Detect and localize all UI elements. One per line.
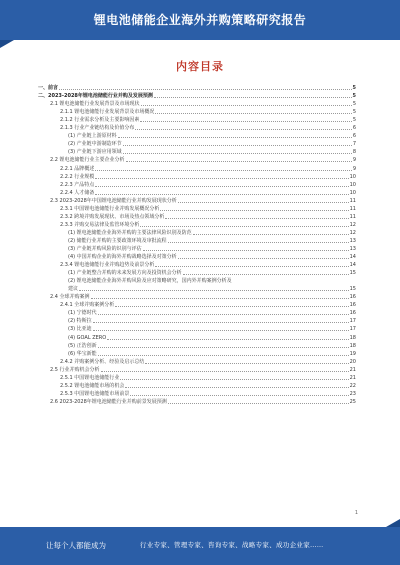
toc-entry-title: 2.3.2 跨境并购发展现状、市场及热点领域分析 [60,213,165,220]
toc-entry-title: 2.4.2 并购案例分析、经验及启示总结 [60,358,145,365]
toc-entry-page: 9 [352,165,356,172]
toc-entry[interactable] [38,140,356,148]
toc-entry[interactable] [38,164,356,172]
toc-entry-page: 25 [349,398,356,405]
toc-dot-leader [95,170,352,171]
toc-entry-page: 13 [349,237,356,244]
toc-entry-title: 一、前言 [38,85,59,92]
toc-entry[interactable] [38,390,356,398]
toc-entry-title: 2.3.1 中国锂电池储能行业并购发展概况分析 [60,205,160,212]
toc-entry[interactable] [38,382,356,390]
toc-entry-title: 2.4.1 全球并购案例分析 [60,302,115,309]
toc-dot-leader [98,347,349,348]
toc-entry-title: (6) 华宝新能 [68,350,97,357]
toc-entry-title: (1) 宁德时代 [68,310,97,317]
footer-corner-decoration [386,519,400,527]
toc-dot-leader [140,226,348,227]
toc-dot-leader [123,145,352,146]
toc-dot-leader [141,105,352,106]
toc-entry-page: 10 [349,189,356,196]
toc-dot-leader [95,194,348,195]
toc-entry-title: 2.1.2 行业需求分析及主要影响因素 [60,117,140,124]
toc-entry-title: (2) 锂电池储能企业海外并购风险及应对策略研究，国内外并购案例分析及 [68,278,232,285]
toc-entry-title: 2.1.3 行业产业链结构及价值分布 [60,125,135,132]
toc-entry[interactable] [38,293,356,301]
toc-entry-page: 5 [352,93,356,100]
toc-entry[interactable] [38,309,356,317]
toc-entry-page: 23 [349,390,356,397]
toc-entry-page: 5 [352,109,356,116]
toc-entry-title: 2.4 全球并购案例 [50,294,90,301]
toc-dot-leader [101,371,349,372]
toc-entry[interactable] [38,398,356,406]
toc-entry[interactable] [38,124,356,132]
toc-dot-leader [140,121,351,122]
toc-entry[interactable] [38,245,356,253]
toc-entry[interactable] [38,205,356,213]
toc-entry-title: (1) 产业链上游原材料 [68,133,117,140]
toc-entry-title: (2) 储能行业并购的主要政策环境及审批流程 [68,237,167,244]
toc-dot-leader [155,266,348,267]
toc-entry[interactable] [38,132,356,140]
toc-dot-leader [178,258,349,259]
toc-entry-page: 6 [352,133,356,140]
toc-dot-leader [126,161,352,162]
toc-entry-page: 18 [349,334,356,341]
toc-entry-page: 22 [349,382,356,389]
toc-dot-leader [183,274,349,275]
toc-entry[interactable] [38,173,356,181]
toc-entry[interactable] [38,325,356,333]
toc-dot-leader [193,234,349,235]
toc-entry[interactable] [38,100,356,108]
toc-dot-leader [130,395,348,396]
toc-entry-page: 5 [352,85,356,92]
toc-entry-page: 5 [352,117,356,124]
toc-entry-page: 16 [349,302,356,309]
toc-entry-page: 15 [349,286,356,293]
toc-entry-title: 建议 [68,286,79,293]
toc-entry-page: 15 [349,270,356,277]
toc-entry-title: (2) 特斯拉 [68,318,92,325]
toc-entry-page: 17 [349,318,356,325]
toc-entry[interactable] [38,374,356,382]
toc-dot-leader [79,290,349,291]
toc-entry-title: 2.2.3 产品特点 [60,181,95,188]
toc-entry[interactable] [38,108,356,116]
toc-entry-page: 5 [352,101,356,108]
toc-entry-page: 13 [349,245,356,252]
toc-entry[interactable] [38,253,356,261]
toc-entry-page: 8 [352,149,356,156]
toc-entry-title: (4) 中国并购企业的海外并购战略选择及对策分析 [68,254,177,261]
toc-entry-title: 2.3.4 锂电池储能行业并购趋势及前景分析 [60,262,155,269]
toc-dot-leader [120,379,348,380]
report-header [0,0,400,40]
toc-entry-page: 21 [349,366,356,373]
footer-roles: 行业专家、管理专家、咨询专家、战略专家、成功企业家…… [140,541,324,549]
toc-dot-leader [98,314,349,315]
table-of-contents [38,84,356,406]
toc-entry[interactable] [38,358,356,366]
toc-entry-title: (3) 产业链下游应用领域 [68,149,122,156]
toc-entry-title: 2.3 2023-2028年中国锂电池储能行业并购发展现状分析 [50,197,177,204]
toc-entry-page: 10 [349,173,356,180]
toc-dot-leader [95,178,348,179]
toc-entry[interactable] [38,237,356,245]
toc-entry-page: 6 [352,125,356,132]
toc-entry-page: 20 [349,358,356,365]
toc-entry-page: 11 [349,197,356,204]
toc-entry[interactable] [38,213,356,221]
toc-entry-title: (5) 正浩创新 [68,342,97,349]
toc-entry-title: 2.6 2023-2028年锂电池储能行业并购前景发展预测 [50,398,167,405]
toc-entry[interactable] [38,350,356,358]
toc-entry[interactable] [38,189,356,197]
toc-dot-leader [59,89,352,90]
toc-entry-title: (3) 比亚迪 [68,326,92,333]
toc-dot-leader [118,137,352,138]
toc-dot-leader [95,186,348,187]
toc-dot-leader [160,210,348,211]
toc-entry[interactable] [38,197,356,205]
page-number: 1 [354,510,358,516]
toc-dot-leader [93,330,349,331]
toc-entry[interactable] [38,269,356,277]
toc-entry[interactable] [38,366,356,374]
header-corner-decoration [0,40,14,48]
toc-entry[interactable] [38,229,356,237]
toc-dot-leader [165,218,348,219]
toc-entry-title: 2.1.1 锂电池储能行业发展背景及市场概况 [60,109,155,116]
toc-dot-leader [168,242,349,243]
toc-dot-leader [107,339,348,340]
toc-dot-leader [123,153,352,154]
toc-entry-page: 7 [352,141,356,148]
toc-entry-title: 二、2023-2028年锂电池储能行业并购及发展预测 [38,93,153,100]
toc-entry-title: 2.2 锂电池储能行业主要企业分析 [50,157,125,164]
toc-entry-title: 2.2.4 人才储备 [60,189,95,196]
toc-dot-leader [145,363,348,364]
toc-dot-leader [115,306,348,307]
toc-entry[interactable] [38,148,356,156]
toc-dot-leader [125,387,348,388]
toc-entry-title: (2) 产业链中游制造环节 [68,141,122,148]
toc-dot-leader [155,113,351,114]
toc-entry-page: 21 [349,374,356,381]
toc-entry-title: 2.5.3 中国锂电池储能市场前景 [60,390,130,397]
toc-entry-title: 2.1 锂电池储能行业发展背景及市场现状 [50,101,140,108]
toc-entry[interactable] [38,84,356,92]
toc-dot-leader [135,129,351,130]
toc-entry-title: 2.3.3 并购交易法律及监管环境分析 [60,221,140,228]
toc-entry-title: (4) GOAL ZERO [68,334,107,341]
toc-entry-page: 16 [349,310,356,317]
toc-entry-page: 10 [349,181,356,188]
toc-entry-page: 14 [349,262,356,269]
report-title: 锂电池储能企业海外并购策略研究报告 [93,13,307,27]
toc-entry-page: 17 [349,326,356,333]
toc-entry-title: (1) 产业链整合并购的未来发展方向及投资机会分析 [68,270,182,277]
toc-entry-title: 2.5.1 中国锂电池储能行业 [60,374,120,381]
toc-entry[interactable] [38,277,356,285]
toc-dot-leader [93,322,349,323]
toc-entry[interactable] [38,92,356,100]
toc-entry-page: 18 [349,342,356,349]
toc-entry[interactable] [38,221,356,229]
toc-entry-page: 9 [352,157,356,164]
toc-entry-title: 2.5 行业并购机会分析 [50,366,100,373]
toc-dot-leader [143,250,349,251]
toc-dot-leader [154,97,352,98]
toc-entry-page: 14 [349,254,356,261]
toc-entry[interactable] [38,116,356,124]
footer-slogan: 让每个人都能成为 [46,541,106,550]
toc-entry-title: (1) 锂电池储能企业海外并购的主要法律风险识别及防范 [68,229,192,236]
toc-entry-page: 11 [349,205,356,212]
toc-entry[interactable] [38,156,356,164]
toc-entry[interactable] [38,181,356,189]
toc-entry[interactable] [38,285,356,293]
toc-entry[interactable] [38,317,356,325]
toc-entry[interactable] [38,342,356,350]
toc-entry-title: (3) 产业链并购风险的识别与评估 [68,245,142,252]
toc-entry-page: 12 [349,221,356,228]
toc-entry-title: 2.2.2 行业规模 [60,173,95,180]
toc-dot-leader [91,298,349,299]
toc-entry-title: 2.5.2 锂电池储能市场的机会 [60,382,125,389]
toc-dot-leader [98,355,349,356]
toc-dot-leader [168,403,349,404]
toc-dot-leader [178,202,349,203]
toc-entry[interactable] [38,261,356,269]
toc-entry[interactable] [38,301,356,309]
toc-heading: 内容目录 [176,60,224,73]
toc-entry-title: 2.2.1 品牌概述 [60,165,95,172]
toc-entry[interactable] [38,333,356,341]
toc-entry-page: 16 [349,294,356,301]
toc-entry-page: 11 [349,213,356,220]
toc-entry-page: 12 [349,229,356,236]
report-footer [0,527,400,565]
toc-entry-page: 19 [349,350,356,357]
